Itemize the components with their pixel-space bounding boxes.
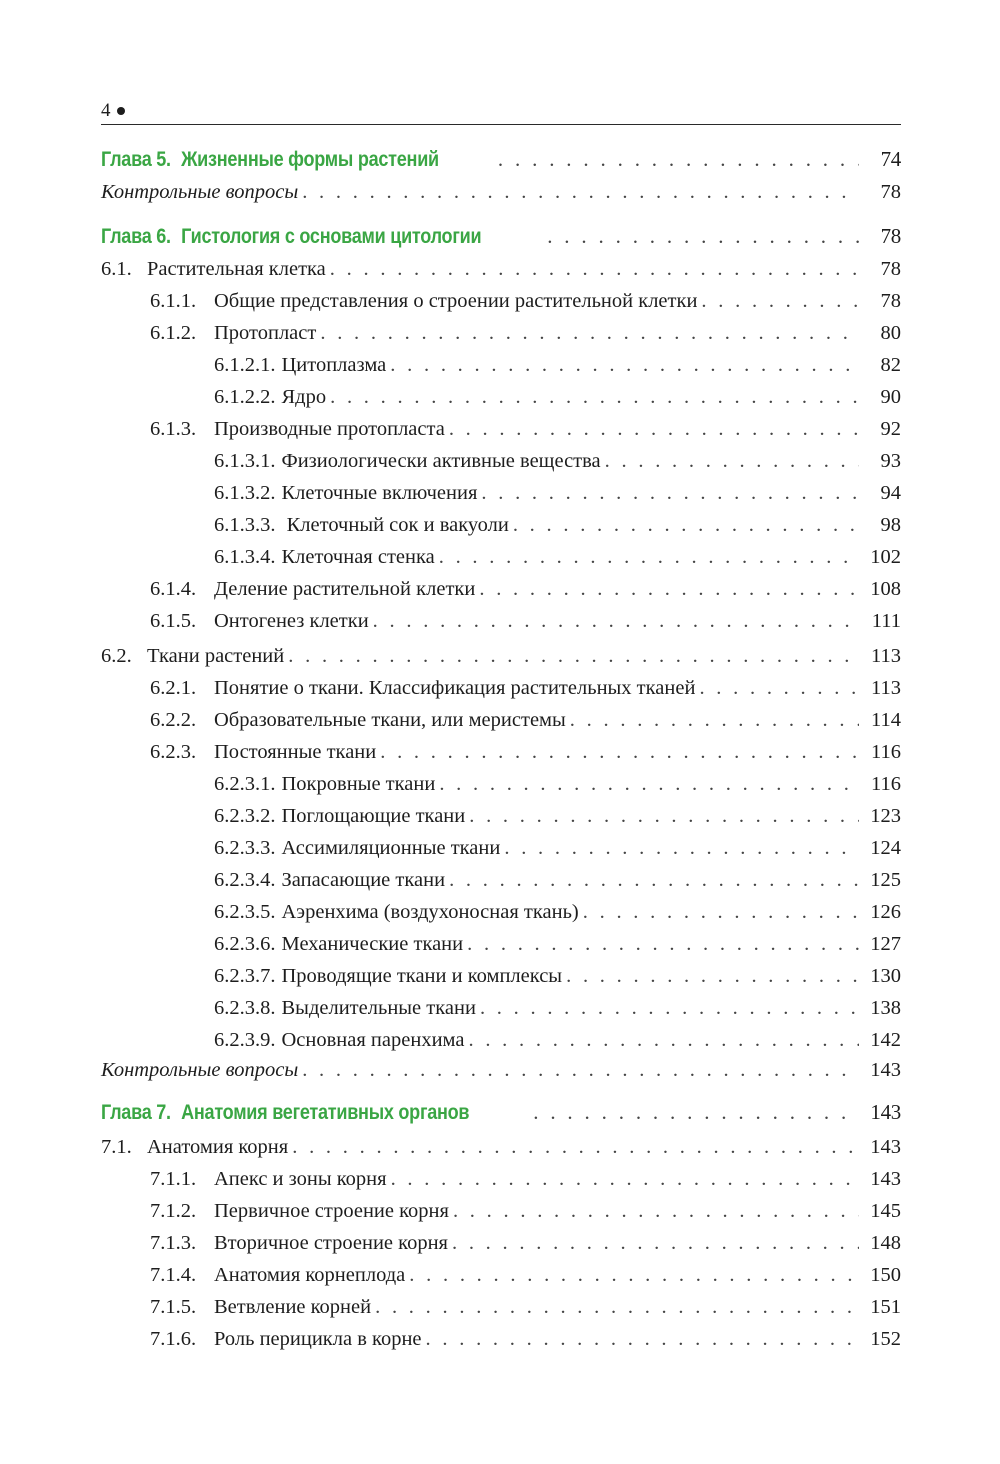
- toc-entry[interactable]: [150, 741, 901, 771]
- toc-entry-label: [214, 482, 477, 505]
- toc-entry-number: 7.1.3.: [150, 1232, 197, 1254]
- toc-entry-title: Производные протопласта: [214, 418, 445, 440]
- toc-entry[interactable]: [101, 147, 901, 177]
- toc-entry-page: 94: [880, 482, 901, 504]
- toc-entry-label: [150, 1264, 405, 1287]
- toc-entry-label: [150, 1296, 371, 1319]
- dot-leader: [390, 354, 859, 377]
- toc-entry-page: 113: [871, 645, 901, 667]
- toc-entry-page: 78: [880, 290, 901, 312]
- toc-entry-title: Онтогенез клетки: [214, 610, 369, 632]
- toc-entry-title: Растительная клетка: [147, 258, 326, 280]
- toc-entry-label: [214, 514, 509, 537]
- toc-entry[interactable]: [214, 901, 901, 931]
- dot-leader: [605, 450, 859, 473]
- toc-entry[interactable]: [150, 418, 901, 448]
- dot-leader: [583, 901, 859, 924]
- toc-entry[interactable]: [214, 386, 901, 416]
- dot-leader: [426, 1328, 859, 1351]
- toc-entry[interactable]: [150, 1232, 901, 1262]
- toc-entry-label: [101, 1101, 469, 1125]
- toc-entry-number: 6.2.1.: [150, 677, 197, 699]
- page-number: 4: [101, 100, 111, 121]
- dot-leader: [320, 322, 859, 345]
- toc-entry[interactable]: [150, 322, 901, 352]
- toc-entry-label: [214, 933, 463, 956]
- toc-entry-title: Физиологически активные вещества: [281, 450, 601, 472]
- toc-entry-title: Ткани растений: [147, 645, 285, 667]
- toc-entry-page: 114: [871, 709, 901, 731]
- toc-entry[interactable]: [150, 1296, 901, 1326]
- toc-entry[interactable]: [150, 290, 901, 320]
- toc-entry[interactable]: [150, 578, 901, 608]
- dot-leader: [504, 837, 859, 860]
- toc-entry-page: 143: [870, 1100, 901, 1124]
- toc-entry[interactable]: [214, 514, 901, 544]
- toc-entry-title: Вторичное строение корня: [214, 1232, 448, 1254]
- toc-entry-title: Механические ткани: [281, 933, 464, 955]
- toc-entry[interactable]: [150, 1328, 901, 1358]
- toc-entry[interactable]: [101, 1136, 901, 1166]
- toc-entry-page: 92: [880, 418, 901, 440]
- toc-entry-title: Апекс и зоны корня: [214, 1168, 387, 1190]
- toc-entry[interactable]: [214, 805, 901, 835]
- toc-entry-title: Первичное строение корня: [214, 1200, 449, 1222]
- toc-entry-number: 6.1.3.2.: [214, 482, 276, 504]
- toc-entry-number: 6.2.2.: [150, 709, 197, 731]
- toc-entry-number: 6.1.1.: [150, 290, 197, 312]
- toc-entry-label: [101, 148, 439, 172]
- toc-entry-label: [214, 805, 465, 828]
- toc-entry-title: Гистология с основами цитологии: [181, 225, 482, 248]
- toc-entry-number: 7.1.: [101, 1136, 132, 1158]
- toc-entry-page: 111: [871, 610, 901, 632]
- toc-entry[interactable]: [150, 1200, 901, 1230]
- toc-entry[interactable]: [101, 645, 901, 675]
- toc-entry-label: [214, 1029, 464, 1052]
- toc-entry-number: 6.1.2.1.: [214, 354, 276, 376]
- toc-entry-page: 116: [871, 773, 901, 795]
- toc-entry-title: Выделительные ткани: [281, 997, 476, 1019]
- toc-entry-label: [150, 578, 475, 601]
- toc-entry-label: [214, 997, 476, 1020]
- toc-entry-label: [214, 965, 562, 988]
- toc-entry-title: Образовательные ткани, или меристемы: [214, 709, 566, 731]
- toc-entry-title: Покровные ткани: [281, 773, 436, 795]
- dot-leader: [380, 741, 859, 764]
- dot-leader: [452, 1232, 859, 1255]
- toc-entry-title: Ассимиляционные ткани: [281, 837, 501, 859]
- toc-entry-title: Запасающие ткани: [281, 869, 446, 891]
- toc-entry-number: 6.2.3.7.: [214, 965, 276, 987]
- toc-entry-page: 78: [880, 258, 901, 280]
- dot-leader: [391, 1168, 859, 1191]
- toc-entry-title: Цитоплазма: [281, 354, 387, 376]
- toc-entry[interactable]: [214, 773, 901, 803]
- toc-entry-page: 78: [880, 181, 901, 203]
- dot-leader: [288, 645, 859, 668]
- dot-leader: [302, 1059, 859, 1082]
- toc-entry[interactable]: [150, 1168, 901, 1198]
- toc-entry[interactable]: [214, 837, 901, 867]
- dot-leader: [449, 869, 859, 892]
- toc-entry-page: 90: [880, 386, 901, 408]
- toc-entry-page: 74: [880, 147, 901, 171]
- toc-entry-number: 7.1.6.: [150, 1328, 197, 1350]
- toc-entry-title: Ветвление корней: [214, 1296, 372, 1318]
- dot-leader: [468, 1029, 859, 1052]
- toc-entry-label: [150, 610, 369, 633]
- toc-entry-number: 6.2.3.: [150, 741, 197, 763]
- toc-entry-label: [101, 258, 326, 281]
- dot-leader: [449, 418, 859, 441]
- toc-entry-page: 102: [870, 546, 901, 568]
- toc-entry[interactable]: [150, 677, 901, 707]
- toc-entry-number: 7.1.2.: [150, 1200, 197, 1222]
- toc-entry-page: 143: [870, 1136, 901, 1158]
- toc-entry-page: 138: [870, 997, 901, 1019]
- toc-entry-number: 6.1.3.: [150, 418, 197, 440]
- toc-entry-page: 145: [870, 1200, 901, 1222]
- toc-entry-page: 130: [870, 965, 901, 987]
- toc-entry[interactable]: [101, 1100, 901, 1130]
- dot-leader: [469, 805, 859, 828]
- toc-entry-title: Контрольные вопросы: [101, 181, 299, 203]
- toc-entry[interactable]: [150, 709, 901, 739]
- toc-entry-page: 127: [870, 933, 901, 955]
- toc-entry-label: [150, 418, 445, 441]
- toc-entry-label: [101, 1136, 288, 1159]
- toc-entry-label: [101, 225, 481, 249]
- toc-entry-number: Глава 5.: [101, 148, 171, 171]
- toc-entry-number: 6.1.3.3.: [214, 514, 276, 536]
- toc-entry-number: 6.2.: [101, 645, 132, 667]
- toc-entry-number: 6.2.3.1.: [214, 773, 276, 795]
- toc-entry-number: 6.2.3.8.: [214, 997, 276, 1019]
- toc-entry-title: Клеточный сок и вакуоли: [281, 514, 509, 536]
- toc-entry-title: Протопласт: [214, 322, 317, 344]
- toc-entry-label: [150, 322, 316, 345]
- toc-entry-number: 6.1.2.: [150, 322, 197, 344]
- toc-entry-title: Клеточная стенка: [281, 546, 435, 568]
- toc-entry-number: 6.1.2.2.: [214, 386, 276, 408]
- dot-leader: [409, 1264, 859, 1287]
- toc-entry-number: 6.2.3.6.: [214, 933, 276, 955]
- toc-entry-page: 82: [880, 354, 901, 376]
- toc-entry-title: Контрольные вопросы: [101, 1059, 299, 1081]
- toc-entry[interactable]: [214, 450, 901, 480]
- toc-entry-label: [150, 1200, 449, 1223]
- toc-entry-title: Анатомия вегетативных органов: [181, 1101, 470, 1124]
- dot-leader: [375, 1296, 859, 1319]
- dot-leader: [373, 610, 859, 633]
- toc-entry-page: 143: [870, 1059, 901, 1081]
- toc-entry-page: 98: [880, 514, 901, 536]
- dot-leader: [479, 578, 859, 601]
- toc-entry-title: Постоянные ткани: [214, 741, 377, 763]
- toc-entry-number: 6.1.3.4.: [214, 546, 276, 568]
- dot-leader: [467, 933, 859, 956]
- toc-entry-label: [214, 869, 445, 892]
- dot-leader: [547, 224, 859, 249]
- toc-entry-page: 93: [880, 450, 901, 472]
- toc-entry-number: 6.1.5.: [150, 610, 197, 632]
- toc-entry-label: [214, 901, 579, 924]
- toc-entry-title: Понятие о ткани. Классификация растительных тканей: [214, 677, 696, 699]
- toc-entry-number: 6.2.3.3.: [214, 837, 276, 859]
- toc-entry[interactable]: [214, 482, 901, 512]
- toc-entry-page: 151: [870, 1296, 901, 1318]
- toc-entry-page: 125: [870, 869, 901, 891]
- toc-entry-label: [214, 837, 500, 860]
- toc-entry-label: [101, 645, 284, 668]
- toc-entry-number: Глава 7.: [101, 1101, 171, 1124]
- toc-entry-title: Ядро: [281, 386, 327, 408]
- toc-entry-number: 6.2.3.2.: [214, 805, 276, 827]
- toc-entry-number: 6.1.3.1.: [214, 450, 276, 472]
- toc-entry[interactable]: [150, 1264, 901, 1294]
- toc-entry-page: 142: [870, 1029, 901, 1051]
- dot-leader: [498, 147, 859, 172]
- toc-entry-number: 7.1.5.: [150, 1296, 197, 1318]
- toc-entry-label: [101, 181, 298, 204]
- toc-entry[interactable]: [101, 258, 901, 288]
- toc-entry-number: 7.1.1.: [150, 1168, 197, 1190]
- toc-entry[interactable]: [150, 610, 901, 640]
- toc-entry-title: Клеточные включения: [281, 482, 478, 504]
- toc-entry-title: Анатомия корнеплода: [214, 1264, 406, 1286]
- toc-entry-label: [150, 709, 566, 732]
- toc-entry-title: Деление растительной клетки: [214, 578, 476, 600]
- toc-entry-number: Глава 6.: [101, 225, 171, 248]
- toc-entry[interactable]: [214, 997, 901, 1027]
- dot-leader: [699, 677, 859, 700]
- toc-entry[interactable]: [214, 869, 901, 899]
- toc-entry-page: 108: [870, 578, 901, 600]
- toc-entry[interactable]: [101, 181, 901, 211]
- dot-leader: [439, 546, 859, 569]
- toc-entry-label: [214, 450, 601, 473]
- toc-entry-page: 148: [870, 1232, 901, 1254]
- toc-entry[interactable]: [214, 933, 901, 963]
- toc-entry-label: [150, 1232, 448, 1255]
- toc-entry-page: 78: [880, 224, 901, 248]
- toc-entry-label: [150, 1328, 422, 1351]
- toc-entry-label: [101, 1059, 298, 1082]
- toc-entry-page: 124: [870, 837, 901, 859]
- toc-entry-page: 152: [870, 1328, 901, 1350]
- dot-leader: [330, 258, 859, 281]
- toc-entry-title: Жизненные формы растений: [181, 148, 439, 171]
- dot-leader: [570, 709, 859, 732]
- toc-entry-number: 7.1.4.: [150, 1264, 197, 1286]
- toc-entry-title: Аэренхима (воздухоносная ткань): [281, 901, 579, 923]
- dot-leader: [330, 386, 859, 409]
- toc-entry-label: [150, 290, 697, 313]
- toc-entry-page: 80: [880, 322, 901, 344]
- toc-entry-page: 150: [870, 1264, 901, 1286]
- dot-leader: [481, 482, 859, 505]
- toc-entry-page: 123: [870, 805, 901, 827]
- dot-leader: [533, 1100, 859, 1125]
- dot-leader: [701, 290, 859, 313]
- toc-entry[interactable]: [214, 546, 901, 576]
- toc-entry-page: 113: [871, 677, 901, 699]
- toc-entry-label: [214, 773, 435, 796]
- toc-entry-number: 6.2.3.9.: [214, 1029, 276, 1051]
- toc-entry-number: 6.2.3.5.: [214, 901, 276, 923]
- toc-entry-label: [214, 546, 435, 569]
- dot-leader: [566, 965, 859, 988]
- toc-entry-title: Основная паренхима: [281, 1029, 465, 1051]
- toc-entry-title: Анатомия корня: [147, 1136, 289, 1158]
- toc-entry-label: [150, 1168, 387, 1191]
- dot-leader: [439, 773, 859, 796]
- toc-entry-page: 116: [871, 741, 901, 763]
- toc-entry[interactable]: [214, 354, 901, 384]
- toc-entry-title: Проводящие ткани и комплексы: [281, 965, 563, 987]
- toc-entry-label: [214, 354, 386, 377]
- toc-entry-number: 6.1.4.: [150, 578, 197, 600]
- dot-leader: [453, 1200, 859, 1223]
- toc-entry-number: 6.2.3.4.: [214, 869, 276, 891]
- toc-entry[interactable]: [101, 224, 901, 254]
- toc-entry[interactable]: [101, 1059, 901, 1089]
- dot-leader: [302, 181, 859, 204]
- toc-entry[interactable]: [214, 1029, 901, 1059]
- toc-entry[interactable]: [214, 965, 901, 995]
- dot-leader: [292, 1136, 859, 1159]
- dot-leader: [513, 514, 859, 537]
- toc-entry-page: 126: [870, 901, 901, 923]
- toc-entry-number: 6.1.: [101, 258, 132, 280]
- toc-entry-label: [214, 386, 326, 409]
- toc-entry-page: 143: [870, 1168, 901, 1190]
- dot-leader: [480, 997, 859, 1020]
- toc-entry-title: Поглощающие ткани: [281, 805, 466, 827]
- toc-entry-title: Общие представления о строении растительной клетки: [214, 290, 698, 312]
- toc-entry-label: [150, 677, 695, 700]
- toc-entry-label: [150, 741, 376, 764]
- toc-entry-title: Роль перицикла в корне: [214, 1328, 422, 1350]
